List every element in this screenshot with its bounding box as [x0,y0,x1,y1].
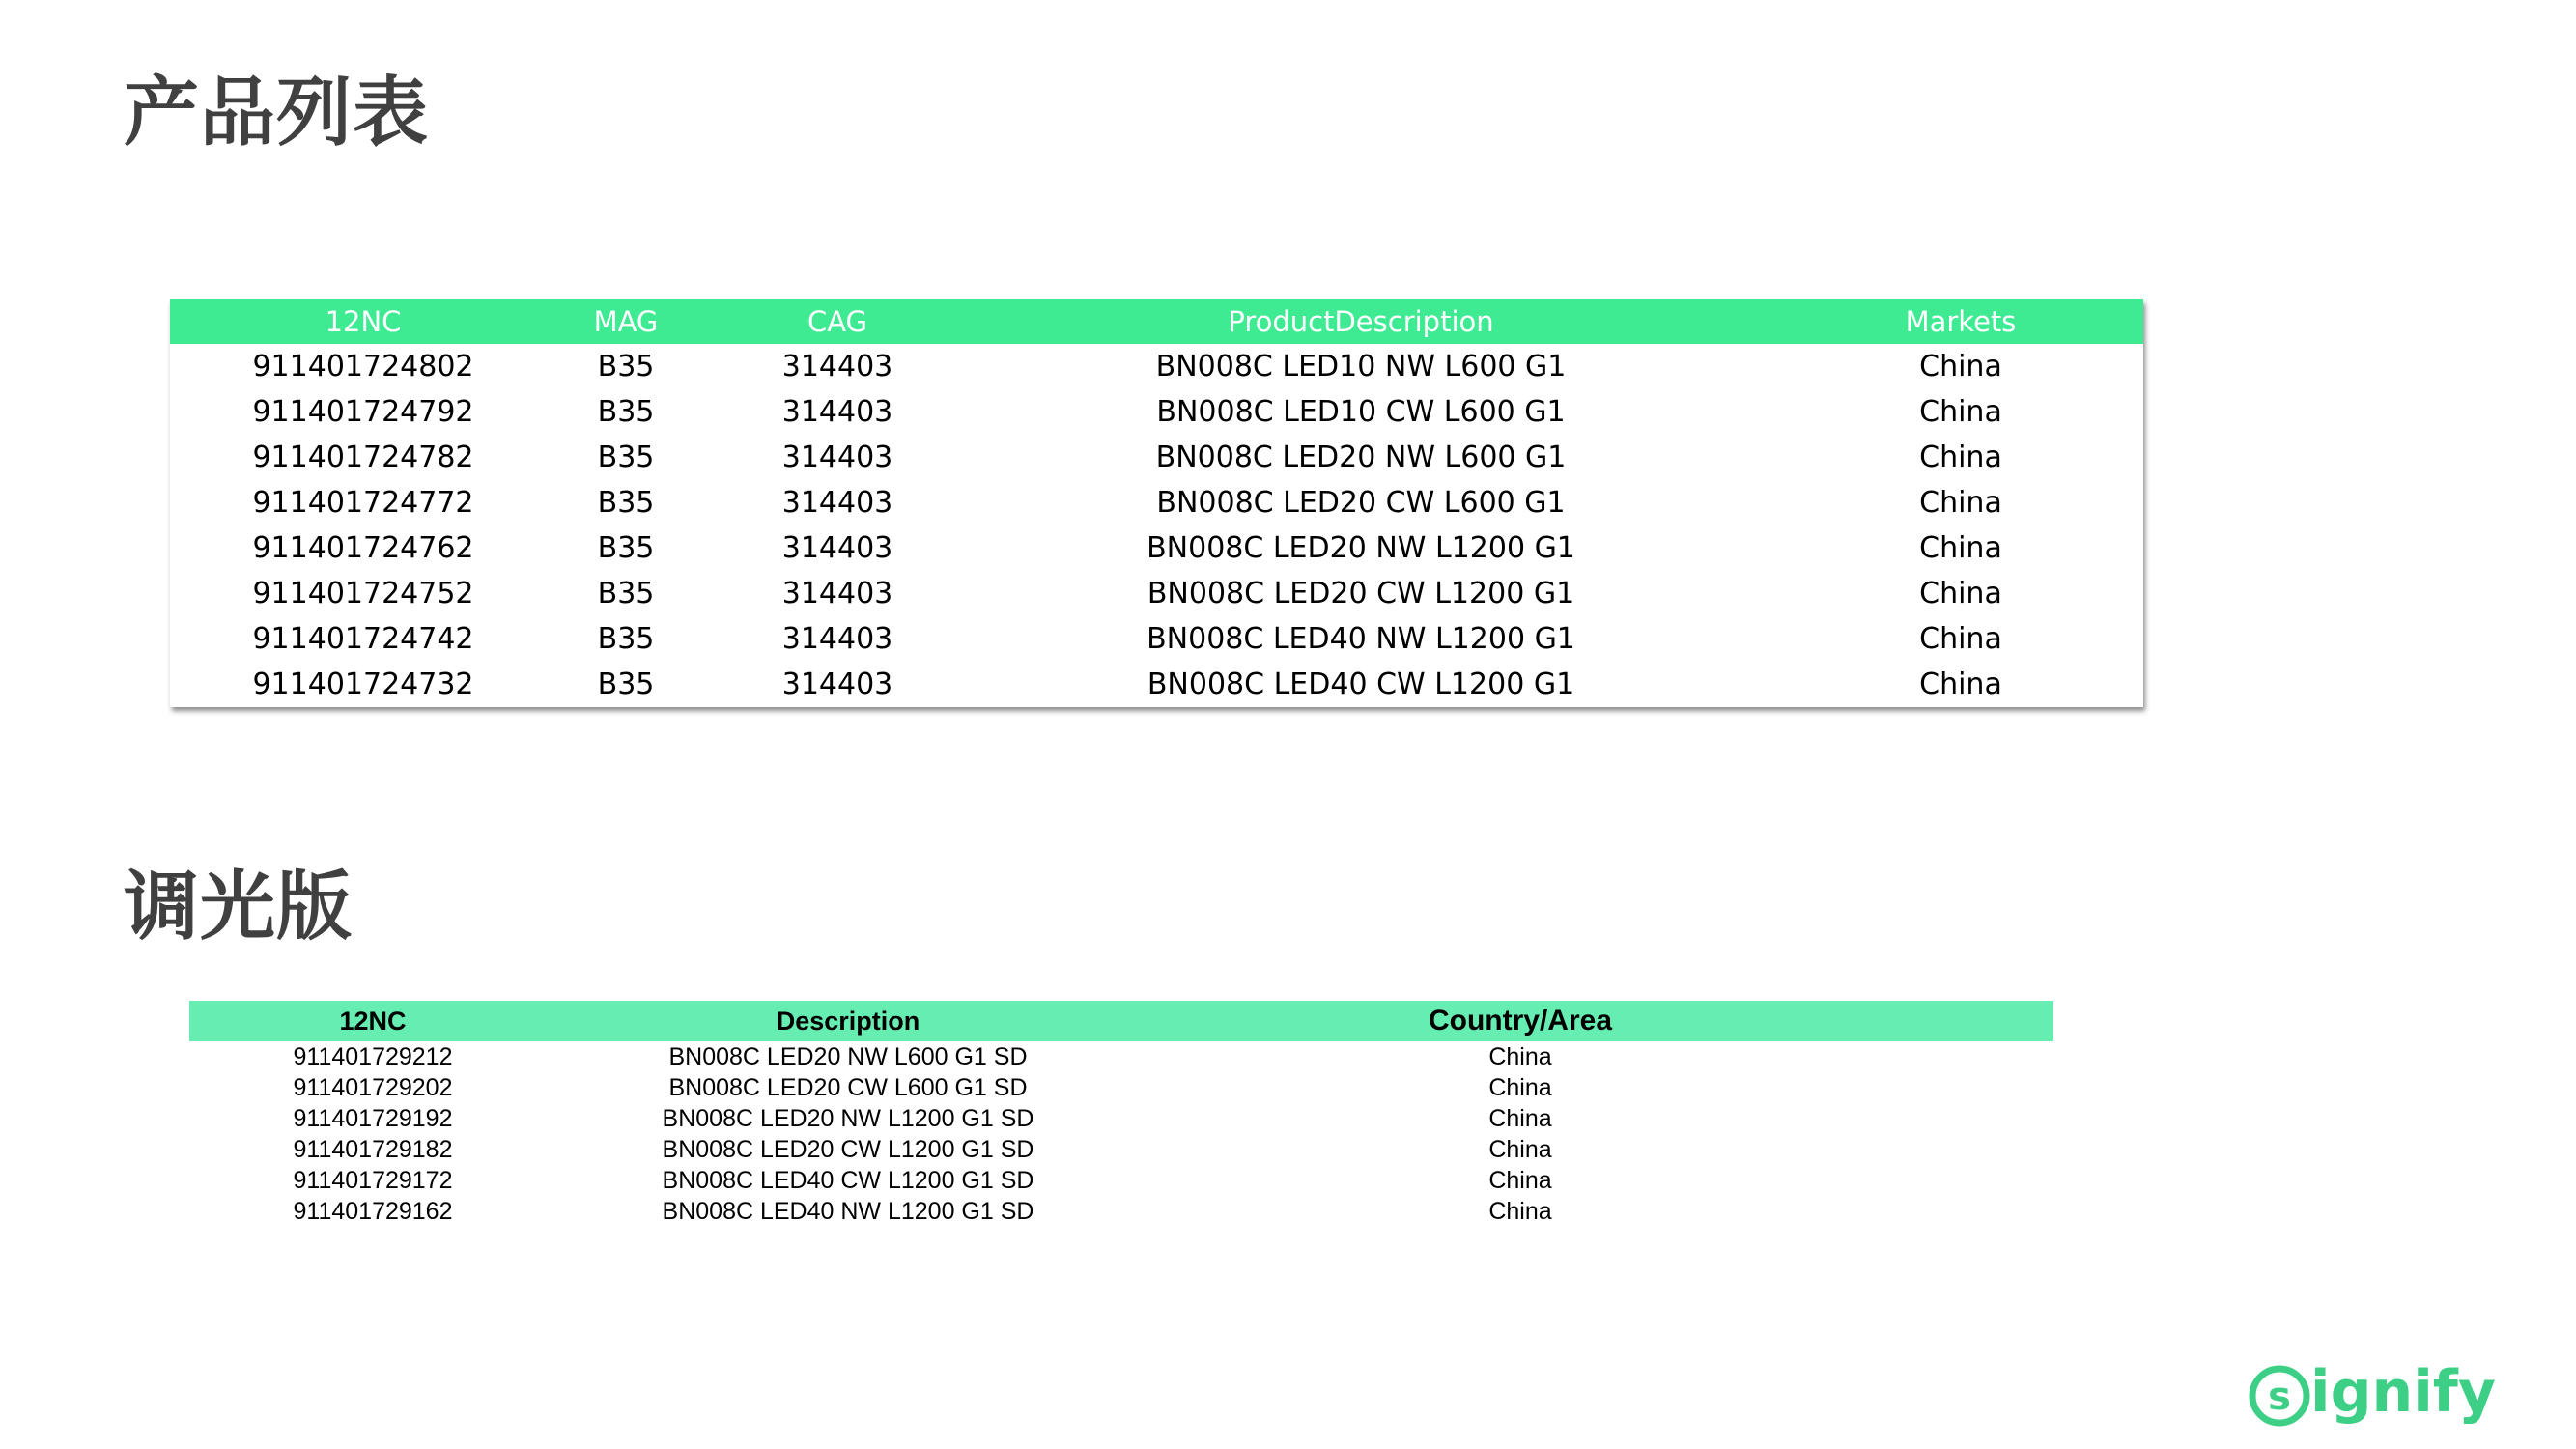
cell-markets: China [1919,486,2002,520]
cell-12nc: 911401729202 [293,1073,453,1101]
cell-cag: 314403 [781,668,893,701]
cell-description: BN008C LED40 NW L1200 G1 SD [662,1197,1034,1225]
table-body [170,344,2143,707]
table-row [170,435,2143,480]
cell-product-description: BN008C LED20 CW L600 G1 [1156,486,1566,520]
dimmable-table [189,1001,2053,1227]
cell-cag: 314403 [781,577,893,611]
svg-text:s: s [2268,1375,2291,1419]
table-row [170,389,2143,435]
cell-mag: B35 [597,668,655,701]
cell-12nc: 911401724772 [252,486,474,520]
cell-country-area: China [1488,1104,1552,1132]
column-header-markets: Markets [1905,305,2017,338]
cell-country-area: China [1488,1135,1552,1163]
column-header-description: Description [776,1006,920,1036]
cell-description: BN008C LED40 CW L1200 G1 SD [662,1166,1034,1194]
table-row [189,1165,2053,1196]
cell-product-description: BN008C LED10 CW L600 G1 [1156,395,1566,429]
cell-12nc: 911401724742 [252,622,474,656]
cell-product-description: BN008C LED20 CW L1200 G1 [1146,577,1575,611]
table-row [170,662,2143,707]
column-header-product-description: ProductDescription [1228,305,1494,338]
cell-cag: 314403 [781,622,893,656]
table-row [170,526,2143,571]
cell-12nc: 911401724762 [252,531,474,565]
cell-cag: 314403 [781,350,893,384]
table-row [189,1072,2053,1103]
table-row [170,571,2143,616]
cell-mag: B35 [597,395,655,429]
cell-12nc: 911401724782 [252,440,474,474]
cell-markets: China [1919,577,2002,611]
product-table [170,299,2143,707]
table-body [189,1041,2053,1227]
cell-markets: China [1919,622,2002,656]
cell-12nc: 911401729162 [293,1197,453,1225]
section-title-product-list: 产品列表 [124,70,430,156]
cell-mag: B35 [597,440,655,474]
cell-markets: China [1919,395,2002,429]
cell-country-area: China [1488,1073,1552,1101]
table-row [189,1041,2053,1072]
cell-markets: China [1919,350,2002,384]
table-row [189,1103,2053,1134]
table-row [170,344,2143,389]
cell-cag: 314403 [781,440,893,474]
column-header-cag: CAG [807,305,868,338]
cell-12nc: 911401724802 [252,350,474,384]
cell-description: BN008C LED20 NW L600 G1 SD [668,1042,1028,1070]
cell-product-description: BN008C LED40 NW L1200 G1 [1146,622,1575,656]
cell-cag: 314403 [781,486,893,520]
cell-mag: B35 [597,622,655,656]
cell-12nc: 911401729192 [293,1104,453,1132]
cell-12nc: 911401724752 [252,577,474,611]
column-header-country-area: Country/Area [1428,1005,1613,1037]
cell-mag: B35 [597,350,655,384]
table-row [189,1134,2053,1165]
cell-country-area: China [1488,1166,1552,1194]
cell-12nc: 911401729212 [293,1042,453,1070]
cell-12nc: 911401724732 [252,668,474,701]
cell-product-description: BN008C LED10 NW L600 G1 [1155,350,1567,384]
cell-description: BN008C LED20 NW L1200 G1 SD [662,1104,1034,1132]
cell-description: BN008C LED20 CW L600 G1 SD [668,1073,1028,1101]
table-header-row [170,299,2143,344]
cell-markets: China [1919,668,2002,701]
cell-markets: China [1919,531,2002,565]
cell-description: BN008C LED20 CW L1200 G1 SD [662,1135,1034,1163]
column-header-12nc: 12NC [325,305,402,338]
cell-product-description: BN008C LED40 CW L1200 G1 [1146,668,1575,701]
cell-12nc: 911401729182 [293,1135,453,1163]
cell-mag: B35 [597,486,655,520]
table-row [170,480,2143,526]
cell-product-description: BN008C LED20 NW L1200 G1 [1146,531,1575,565]
section-title-dimmable: 调光版 [124,864,354,951]
signify-logo-mark [2249,1357,2509,1435]
cell-country-area: China [1488,1042,1552,1070]
cell-country-area: China [1488,1197,1552,1225]
cell-mag: B35 [597,531,655,565]
column-header-mag: MAG [593,305,659,338]
cell-12nc: 911401729172 [293,1166,453,1194]
column-header-12nc: 12NC [339,1006,407,1036]
signify-logo [2249,1357,2509,1435]
table-header-row [189,1001,2053,1041]
cell-12nc: 911401724792 [252,395,474,429]
cell-cag: 314403 [781,531,893,565]
cell-cag: 314403 [781,395,893,429]
cell-markets: China [1919,440,2002,474]
cell-product-description: BN008C LED20 NW L600 G1 [1155,440,1567,474]
svg-text:ignify: ignify [2310,1358,2497,1426]
cell-mag: B35 [597,577,655,611]
table-row [170,616,2143,662]
table-row [189,1196,2053,1227]
